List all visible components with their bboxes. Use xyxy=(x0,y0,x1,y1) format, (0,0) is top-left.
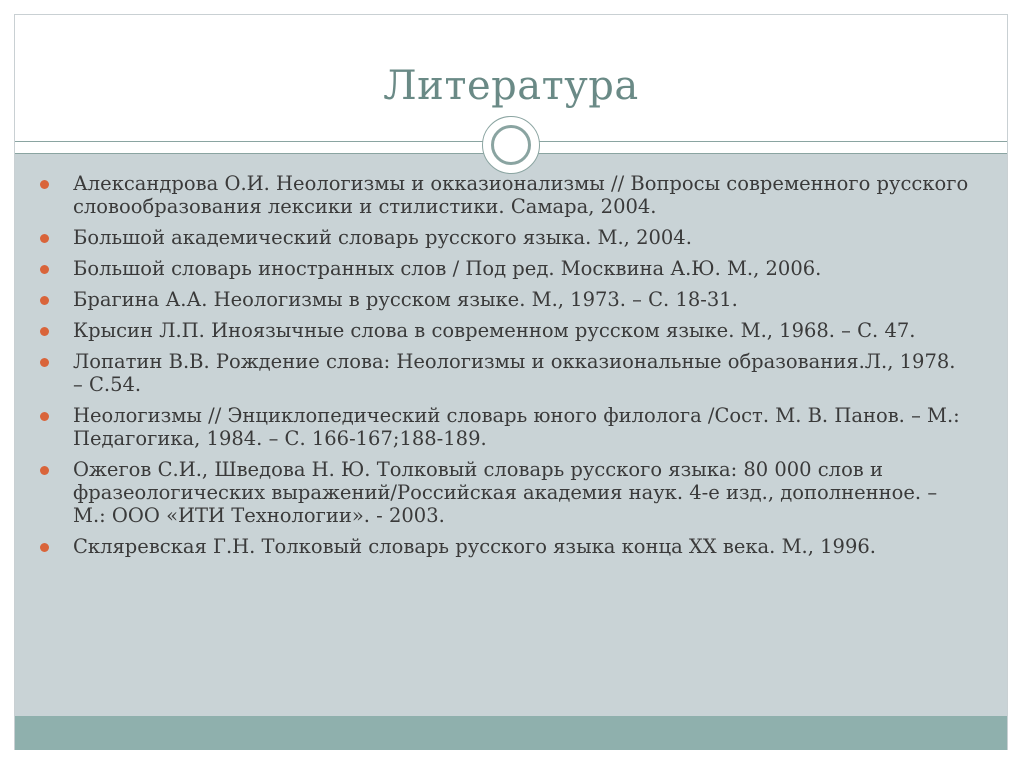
reference-text: Брагина А.А. Неологизмы в русском языке. М., 1973. – С. 18-31. xyxy=(73,288,738,311)
bullet-icon xyxy=(40,466,49,475)
list-item xyxy=(40,458,970,527)
list-item xyxy=(40,404,970,450)
bullet-icon xyxy=(40,327,49,336)
reference-text: Ожегов С.И., Шведова Н. Ю. Толковый словарь русского языка: 80 000 слов и фразеологических выражений/Российская академия наук. 4-е изд., дополненное. – М.: ООО «ИТИ Технологии». - 2003. xyxy=(73,458,938,527)
bullet-icon xyxy=(40,180,49,189)
bullet-icon xyxy=(40,358,49,367)
footer-bar xyxy=(15,716,1007,750)
reference-text: Скляревская Г.Н. Толковый словарь русского языка конца XX века. М., 1996. xyxy=(73,535,876,558)
bullet-icon xyxy=(40,412,49,421)
reference-text: Большой словарь иностранных слов / Под ред. Москвина А.Ю. М., 2006. xyxy=(73,257,822,280)
bullet-icon xyxy=(40,543,49,552)
bullet-icon xyxy=(40,296,49,305)
reference-text: Большой академический словарь русского языка. М., 2004. xyxy=(73,226,692,249)
list-item xyxy=(40,319,970,342)
list-item xyxy=(40,350,970,396)
circle-ornament-inner xyxy=(491,125,531,165)
reference-text: Александрова О.И. Неологизмы и окказионализмы // Вопросы современного русского словообразования лексики и стилистики. Самара, 2004. xyxy=(73,172,969,218)
list-item xyxy=(40,535,970,558)
list-item xyxy=(40,288,970,311)
page-title: Литература xyxy=(383,63,639,109)
bullet-icon xyxy=(40,234,49,243)
circle-ornament-icon xyxy=(482,116,540,174)
reference-text: Крысин Л.П. Иноязычные слова в современном русском языке. М., 1968. – С. 47. xyxy=(73,319,916,342)
reference-text: Лопатин В.В. Рождение слова: Неологизмы и окказиональные образования.Л., 1978. – С.54. xyxy=(73,350,956,396)
bullet-icon xyxy=(40,265,49,274)
list-item xyxy=(40,226,970,249)
reference-list xyxy=(40,172,970,566)
reference-text: Неологизмы // Энциклопедический словарь юного филолога /Сост. М. В. Панов. – М.: Педагогика, 1984. – С. 166-167;188-189. xyxy=(73,404,960,450)
list-item xyxy=(40,172,970,218)
list-item xyxy=(40,257,970,280)
